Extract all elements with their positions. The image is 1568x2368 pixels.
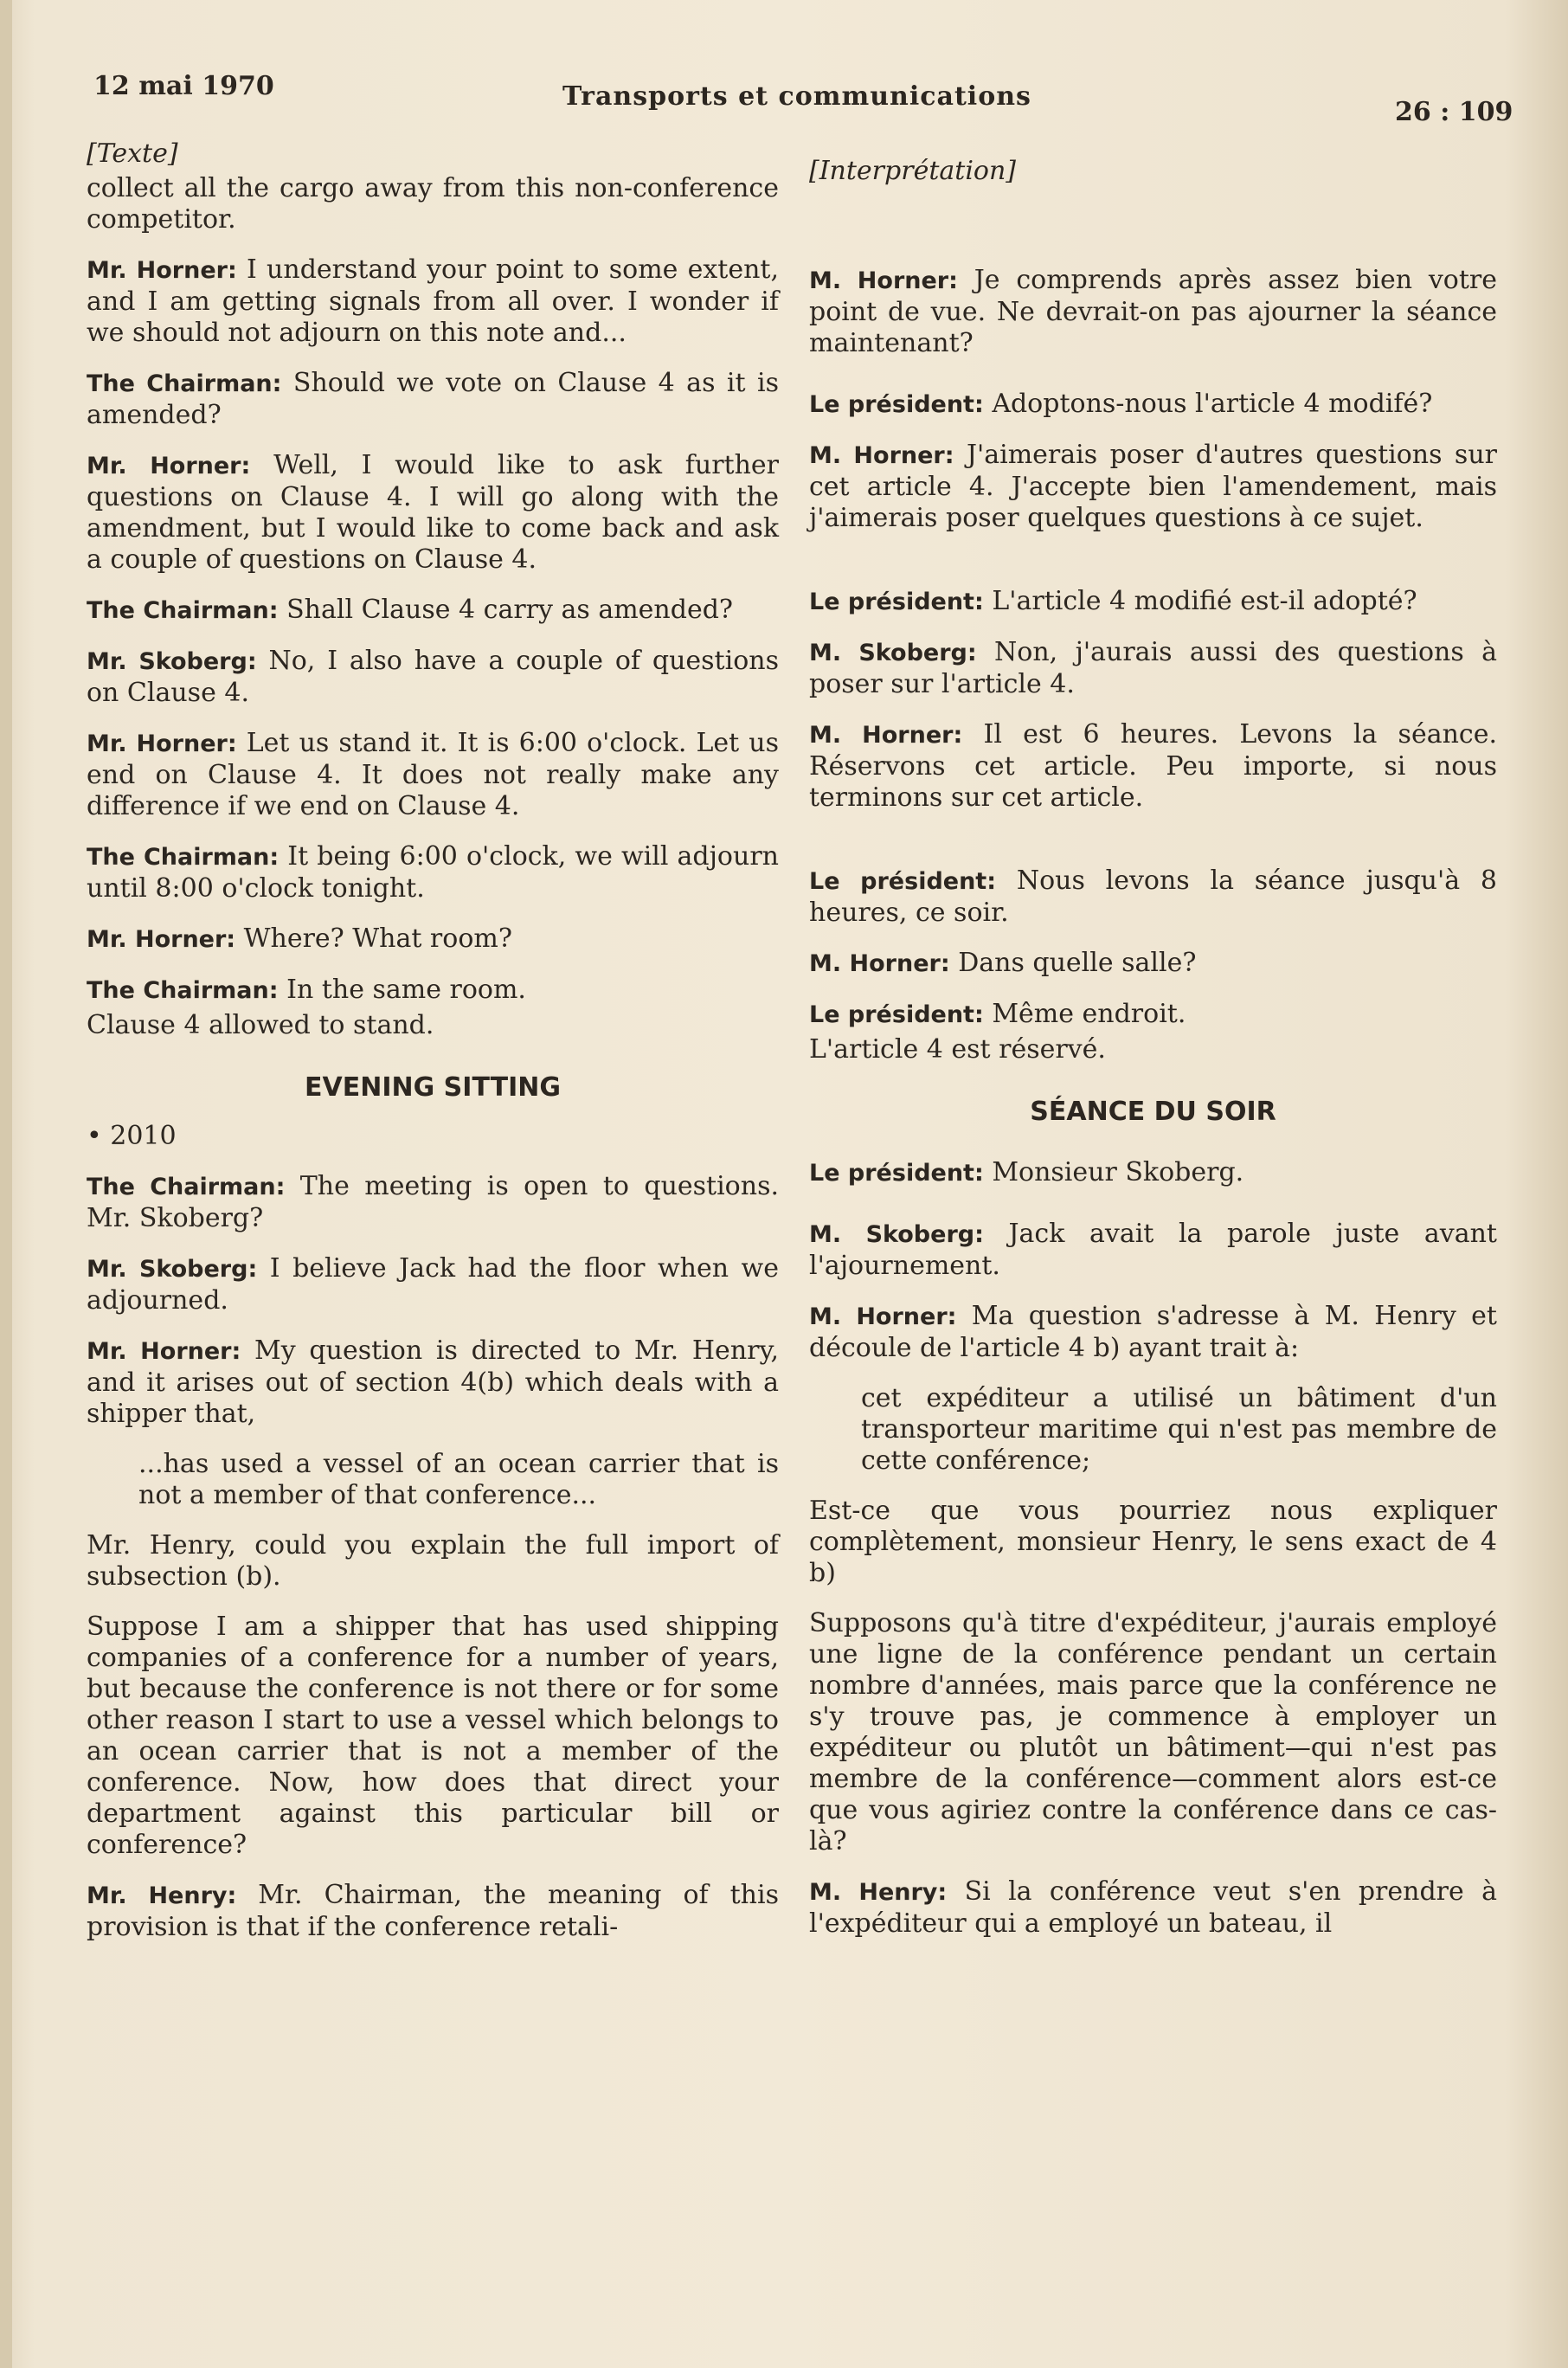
speech-paragraph: Le président: Monsieur Skoberg. — [809, 1157, 1244, 1187]
speech-paragraph: The Chairman: It being 6:00 o'clock, we will adjourn until 8:00 o'clock tonight. — [87, 841, 779, 904]
speaker: Mr. Horner: — [87, 453, 251, 479]
speaker: Mr. Horner: — [87, 257, 237, 284]
speech-paragraph: Mr. Horner: Let us stand it. It is 6:00 o'clock. Let us end on Clause 4. It does not really make any difference if we end on Clause 4. — [87, 728, 779, 821]
paragraph: Est-ce que vous pourriez nous expliquer complètement, monsieur Henry, le sens exact de 4 b) — [809, 1496, 1497, 1588]
section-title: SÉANCE DU SOIR — [1030, 1097, 1276, 1127]
speech-paragraph: Le président: Même endroit. — [809, 999, 1186, 1029]
speech-paragraph: M. Horner: Ma question s'adresse à M. Henry et découle de l'article 4 b) ayant trait à: — [809, 1301, 1497, 1363]
speech-paragraph: The Chairman: In the same room. — [87, 975, 526, 1005]
speech-paragraph: Mr. Horner: I understand your point to some extent, and I am getting signals from all over. I wonder if we should not adjourn on this note and... — [87, 254, 779, 348]
speaker: The Chairman: — [87, 597, 279, 624]
block-quote: cet expéditeur a utilisé un bâtiment d'un transporteur maritime qui n'est pas membre de cette conférence; — [861, 1383, 1497, 1476]
speaker: The Chairman: — [87, 370, 282, 397]
speaker: The Chairman: — [87, 844, 280, 871]
header-page-number: 26 : 109 — [1395, 97, 1513, 127]
time-marker: • 2010 — [87, 1121, 177, 1151]
speaker: The Chairman: — [87, 977, 279, 1004]
speaker: Mr. Horner: — [87, 730, 237, 757]
speech-paragraph: M. Horner: Dans quelle salle? — [809, 948, 1197, 978]
speaker: M. Horner: — [809, 950, 950, 977]
speech-paragraph: M. Horner: Il est 6 heures. Levons la séance. Réservons cet article. Peu importe, si nous terminons sur cet article. — [809, 719, 1497, 813]
paragraph: Supposons qu'à titre d'expéditeur, j'aurais employé une ligne de la conférence pendant un certain nombre d'années, mais parce que la conférence ne s'y trouve pas, je commence à employer un expéditeur ou plutôt un bâtiment—qui n'est pas membre de la conférence—comment alors est-ce que vous agiriez contre la conférence dans ce cas-là? — [809, 1608, 1497, 1856]
speaker: M. Horner: — [809, 1303, 957, 1330]
speaker: M. Horner: — [809, 442, 954, 469]
speaker: M. Skoberg: — [809, 640, 977, 666]
speaker: The Chairman: — [87, 1174, 286, 1200]
speech-paragraph: Mr. Horner: Well, I would like to ask further questions on Clause 4. I will go along with the amendment, but I would like to come back and ask a couple of questions on Clause 4. — [87, 450, 780, 575]
speech-paragraph: The Chairman: Shall Clause 4 carry as amended? — [87, 595, 733, 625]
speech-paragraph: Mr. Henry: Mr. Chairman, the meaning of this provision is that if the conference retali- — [87, 1880, 779, 1942]
speech-paragraph: Le président: L'article 4 modifié est-il adopté? — [809, 586, 1417, 616]
speech-paragraph: Mr. Horner: My question is directed to Mr. Henry, and it arises out of section 4(b) which deals with a shipper that, — [87, 1335, 779, 1429]
speaker: Le président: — [809, 391, 984, 418]
speaker: M. Skoberg: — [809, 1221, 984, 1248]
speech-paragraph: M. Horner: J'aimerais poser d'autres questions sur cet article 4. J'accepte bien l'amendement, mais j'aimerais poser quelques questions à ce sujet. — [809, 440, 1497, 533]
english-column — [87, 138, 779, 1962]
speaker: Mr. Skoberg: — [87, 1256, 258, 1283]
speaker: M. Horner: — [809, 722, 963, 749]
page-header — [0, 71, 1568, 127]
speaker: Mr. Horner: — [87, 926, 236, 953]
paragraph: Clause 4 allowed to stand. — [87, 1010, 434, 1040]
header-date: 12 mai 1970 — [93, 71, 274, 101]
speaker: M. Horner: — [809, 267, 958, 294]
speaker: Mr. Horner: — [87, 1338, 241, 1365]
speech-paragraph: Mr. Skoberg: No, I also have a couple of questions on Clause 4. — [87, 646, 779, 708]
binding-edge — [0, 0, 12, 2368]
speech-paragraph: Mr. Skoberg: I believe Jack had the floor when we adjourned. — [87, 1253, 779, 1316]
section-title: EVENING SITTING — [305, 1072, 561, 1103]
speech-paragraph: M. Skoberg: Non, j'aurais aussi des questions à poser sur l'article 4. — [809, 637, 1497, 699]
block-quote: ...has used a vessel of an ocean carrier that is not a member of that conference... — [138, 1449, 779, 1510]
paragraph: Mr. Henry, could you explain the full import of subsection (b). — [87, 1530, 779, 1592]
header-title: Transports et communications — [562, 81, 1031, 112]
speech-paragraph: The Chairman: Should we vote on Clause 4 as it is amended? — [87, 368, 779, 430]
speech-paragraph: Mr. Horner: Where? What room? — [87, 923, 512, 954]
speaker: Le président: — [809, 589, 984, 615]
speech-paragraph: The Chairman: The meeting is open to questions. Mr. Skoberg? — [87, 1171, 779, 1233]
speech-paragraph: Le président: Adoptons-nous l'article 4 modifé? — [809, 389, 1433, 419]
speaker: Mr. Henry: — [87, 1882, 237, 1909]
text-tag: [Texte] — [87, 138, 178, 169]
speech-paragraph: M. Horner: Je comprends après assez bien votre point de vue. Ne devrait-on pas ajourner la séance maintenant? — [809, 265, 1497, 358]
speaker: Le président: — [809, 868, 997, 895]
speaker: Le président: — [809, 1001, 984, 1028]
speech-paragraph: Le président: Nous levons la séance jusqu'à 8 heures, ce soir. — [809, 865, 1497, 928]
french-column — [809, 156, 1497, 1959]
speech-paragraph: M. Henry: Si la conférence veut s'en prendre à l'expéditeur qui a employé un bateau, il — [809, 1876, 1497, 1939]
interpretation-tag: [Interprétation] — [809, 156, 1017, 186]
speech-paragraph: M. Skoberg: Jack avait la parole juste avant l'ajournement. — [809, 1219, 1497, 1281]
speaker: Le président: — [809, 1160, 984, 1187]
paragraph: collect all the cargo away from this non-conference competitor. — [87, 173, 779, 235]
speaker: M. Henry: — [809, 1879, 948, 1906]
paragraph: Suppose I am a shipper that has used shipping companies of a conference for a number of years, but because the conference is not there or for some other reason I start to use a vessel which belongs to an ocean carrier that is not a member of the conference. Now, how does that direct your department against this particular bill or conference? — [87, 1612, 779, 1860]
speaker: Mr. Skoberg: — [87, 648, 257, 675]
paragraph: L'article 4 est réservé. — [809, 1034, 1106, 1065]
